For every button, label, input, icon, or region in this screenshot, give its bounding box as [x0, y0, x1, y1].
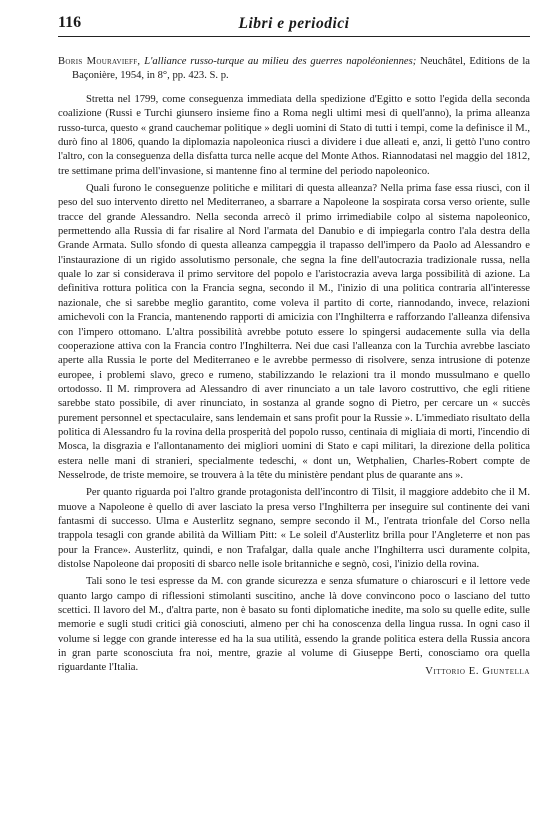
paragraph-3: Per quanto riguarda poi l'altro grande protagonista dell'incontro di Tilsit, il maggiore addebito che il M. muove a Napoleone è quello di aver lasciato la presa verso l'Inghilterra per inseguire sul continente dei vani fantasmi di successo. Ulma e Austerlitz segnano, sempre secondo il M., l'entrata trionfale del Corso nella trappola tesagli con grande abilità da William Pitt: « Le soleil d'Austerlitz brilla pour l'Angleterre et non pas pour la France». Austerlitz, quindi, e non Trafalgar, dalla quale anche l'Inghilterra uscì duramente colpita, distolse Napoleone dai propositi di sbarco nelle isole britanniche e segnò, così, l'inizio della rovina.	[58, 487, 530, 570]
bibliographic-reference	[58, 55, 530, 83]
running-head	[58, 14, 530, 37]
reviewer-signature: Vittorio E. Giuntella	[425, 665, 530, 677]
reference-title: L'alliance russo-turque au milieu des guerres napoléoniennes;	[144, 56, 417, 67]
reference-details: Neuchâtel, Editions de la Baçonière, 1954, in 8°, pp. 423. S. p.	[72, 56, 530, 81]
paragraph-1: Stretta nel 1799, come conseguenza immediata della spedizione d'Egitto e sotto l'egida della seconda coalizione (Russi e Turchi giunsero insieme fino a Roma negli ultimi mesi di quell'anno), la prima alleanza russo-turca, questo « grand cauchemar politique » degli uomini di Stato di tutti i tempi, come la definisce il M., durò fino al 1806, quando la diplomazia napoleonica riuscì a dividere i due alleati e, anzi, li gettò l'uno contro l'altro, con la conseguenza della disfatta turca nelle acque del Monte Athos. Riannodatasi nel maggio del 1812, tre settimane prima dell'invasione, si mantenne fino al termine del periodo napoleonico.	[58, 94, 530, 177]
review-body	[58, 93, 530, 676]
journal-title: Libri e periodici	[238, 15, 350, 32]
page-number: 116	[58, 14, 82, 31]
paragraph-2: Quali furono le conseguenze politiche e militari di questa alleanza? Nella prima fase essa riuscì, con il peso del suo intervento diretto nel Mediterraneo, a sbarrare a Napoleone la sospirata corsa verso oriente, sulle tracce del grande Alessandro. Nella seconda arrecò il primo irrimediabile colpo al sistema napoleonico, permettendo alla Russia di far risalire al Nord l'armata del Danubio e di impiegarla contro l'ala destra della Grande Armata. Sullo sfondo di questa alleanza campeggia il trapasso dell'impero da Paolo ad Alessandro e l'instaurazione di un rigido assolutismo personale, che segna la fine dell'autocrazia tradizionale russa, nella quale lo zar si considerava il primo servitore del popolo e l'aristocrazia aveva larga possibilità di azione. La definitiva rottura politica con la Francia segna, secondo il M., l'inizio di una politica contraria all'interesse nazionale, che si sarebbe meglio garantito, come voleva il partito di corte, riannodando, invece, relazioni amichevoli con la Francia, mantenendo rapporti di amicizia con l'Inghilterra e rafforzando l'alleanza difensiva con l'impero ottomano. L'altra possibilità avrebbe potuto essere lo spingersi audacemente sulla via della cooperazione attiva con la Francia contro l'Inghilterra. Nei due casi l'alleanza con la Turchia avrebbe lasciato aperte alla Russia le porte del Mediterraneo e le avrebbe permesso di risolvere, senza intrusione di potenze europee, i problemi slavo, greco e rumeno, stabilizzando le relazioni tra il mondo mussulmano e quello ortodosso. Il M. rimprovera ad Alessandro di aver rinunciato a un tale lavoro costruttivo, che egli ritiene sarebbe stato possibile, di aver rinunciato, in sostanza al grande sogno di Pietro, per cercare un « succès purement personnel et spectaculaire, sans lendemain et sans profit pour la Russie ». L'immediato risultato della politica di Alessandro fu la rovina della prosperità del popolo russo, centinaia di migliaia di morti, l'incendio di Mosca, la disgrazia e l'allontanamento dei migliori uomini di Stato e capi militari, la direzione della politica estera nelle mani di stranieri, specialmente tedeschi, « dont un, Wetphalien, Charles-Robert compte de Nesselrode, de triste memoire, se trouvera à la tête du ministère pendant plus de quarante ans ».	[58, 183, 530, 481]
reference-author: Boris Mouravieff,	[58, 56, 141, 67]
paragraph-4: Tali sono le tesi espresse da M. con grande sicurezza e senza sfumature o chiaroscuri e il lettore vede quanto largo campo di riflessioni stimolanti suscitino, anche là dove convincono poco o lasciano del tutto scettici. Il lavoro del M., d'altra parte, non è basato su fonti diplomatiche inedite, ma solo su quelle edite, sulle memorie e sugli studi critici già conosciuti, almeno per chi ha conoscenza della lingua russa. In ogni caso il volume si legge con grande interesse ed ha la sua utilità, essendo la grande politica estera della Russia ancora in gran parte sconosciuta fra noi, mentre, grazie al volume di Giuseppe Berti, conosciamo ora quella riguardante l'Italia.	[58, 576, 530, 674]
page	[58, 14, 530, 679]
